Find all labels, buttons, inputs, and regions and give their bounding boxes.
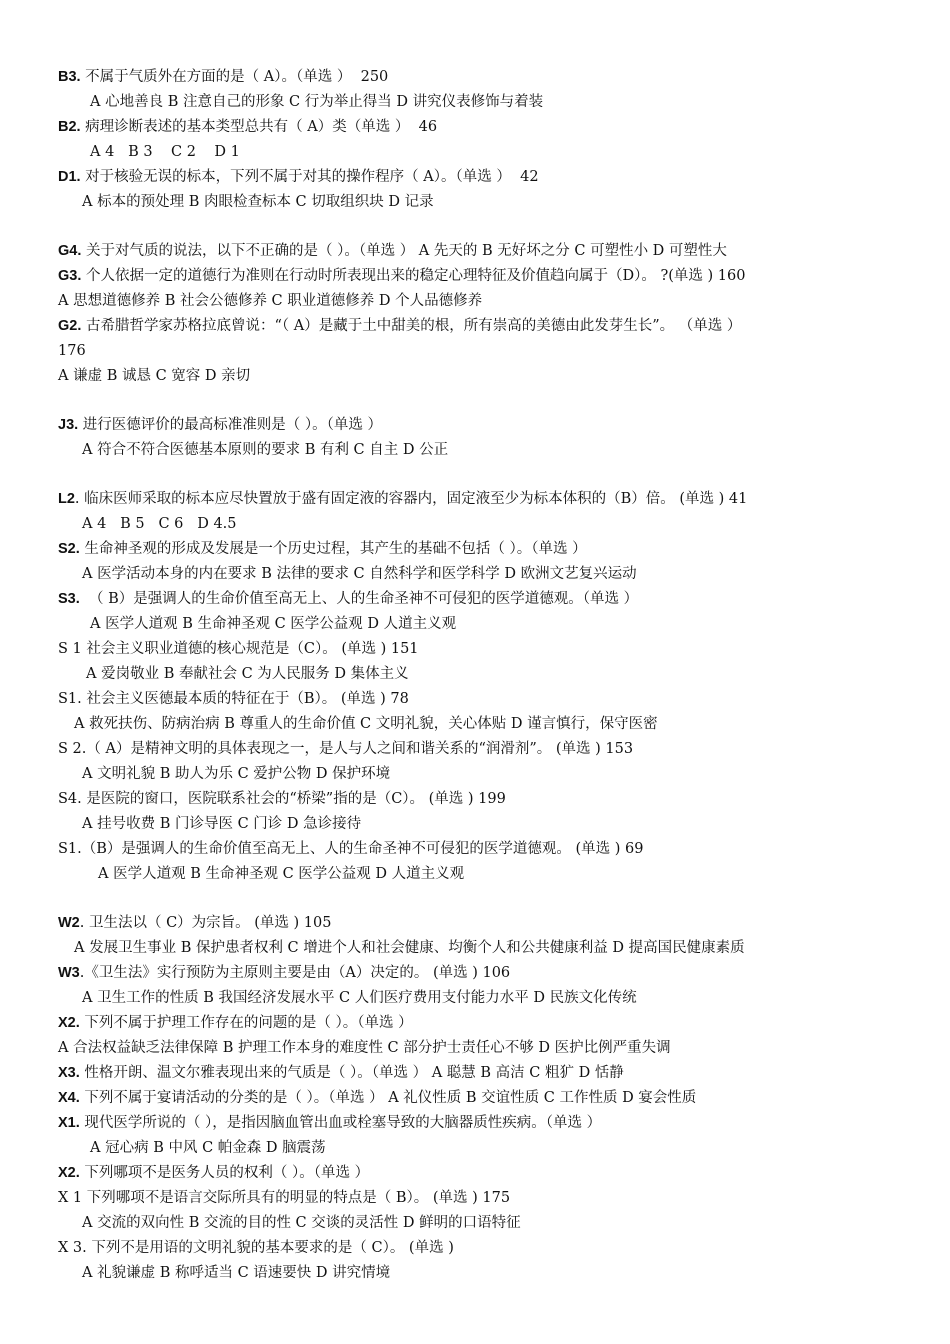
question-d1: D1. 对于核验无误的标本，下列不属于对其的操作程序（ A）。（单选 ） 42 [58, 169, 539, 185]
question-s4: S4. 是医院的窗口，医院联系社会的“桥梁”指的是（C）。 (单选 ) 199 [58, 791, 506, 807]
question-j3: J3. 进行医德评价的最高标准准则是（ ）。（单选 ） [58, 417, 382, 433]
options-j3: A 符合不符合医德基本原则的要求 B 有利 C 自主 D 公正 [82, 442, 449, 458]
question-b3: B3. 不属于气质外在方面的是（ A）。（单选 ） 250 [58, 69, 389, 85]
options-s1a: A 爱岗敬业 B 奉献社会 C 为人民服务 D 集体主义 [86, 666, 409, 682]
options-b2: A 4 B 3 C 2 D 1 [90, 144, 240, 160]
options-w2: A 发展卫生事业 B 保护患者权利 C 增进个人和社会健康、均衡个人和公共健康利益 D 提高国民健康素质 [74, 940, 745, 956]
options-s2b: A 文明礼貌 B 助人为乐 C 爱护公物 D 保护环境 [82, 766, 391, 782]
question-g2: G2. 古希腊哲学家苏格拉底曾说：“（ A）是藏于土中甜美的根，所有崇高的美德由此发芽生长”。 （单选 ） [58, 318, 742, 334]
question-s1a: S 1 社会主义职业道德的核心规范是（C）。 (单选 ) 151 [58, 641, 419, 657]
options-b3: A 心地善良 B 注意自己的形象 C 行为举止得当 D 讲究仪表修饰与着装 [90, 94, 544, 110]
question-s3: S3. （ B）是强调人的生命价值至高无上、人的生命圣神不可侵犯的医学道德观。（单选 ） [58, 591, 639, 607]
question-x3: X3. 性格开朗、温文尔雅表现出来的气质是（ ）。（单选 ） A 聪慧 B 高洁 C 粗犷 D 恬静 [58, 1065, 624, 1081]
question-l2: L2. 临床医师采取的标本应尽快置放于盛有固定液的容器内，固定液至少为标本体积的（B）倍。 (单选 ) 41 [58, 491, 748, 507]
question-b2: B2. 病理诊断表述的基本类型总共有（ A）类（单选 ） 46 [58, 119, 438, 135]
question-s1c: S1.（B）是强调人的生命价值至高无上、人的生命圣神不可侵犯的医学道德观。 (单选 ) 69 [58, 841, 644, 857]
options-s2: A 医学活动本身的内在要求 B 法律的要求 C 自然科学和医学科学 D 欧洲文艺复兴运动 [82, 566, 637, 582]
question-s1b: S1. 社会主义医德最本质的特征在于（B）。 (单选 ) 78 [58, 691, 409, 707]
question-s2: S2. 生命神圣观的形成及发展是一个历史过程，其产生的基础不包括（ ）。（单选 ） [58, 541, 587, 557]
question-g3: G3. 个人依据一定的道德行为准则在行动时所表现出来的稳定心理特征及价值趋向属于（D）。 ?(单选 ) 160 [58, 268, 746, 284]
question-g4: G4. 关于对气质的说法，以下不正确的是（ ）。（单选 ） A 先天的 B 无好坏之分 C 可塑性小 D 可塑性大 [58, 243, 727, 259]
question-w2: W2. 卫生法以（ C）为宗旨。 (单选 ) 105 [58, 915, 332, 931]
options-x1b: A 交流的双向性 B 交流的目的性 C 交谈的灵活性 D 鲜明的口语特征 [82, 1215, 521, 1231]
options-x2a: A 合法权益缺乏法律保障 B 护理工作本身的难度性 C 部分护士责任心不够 D 医护比例严重失调 [58, 1040, 671, 1056]
options-g3: A 思想道德修养 B 社会公德修养 C 职业道德修养 D 个人品德修养 [58, 293, 483, 309]
options-s3: A 医学人道观 B 生命神圣观 C 医学公益观 D 人道主义观 [90, 616, 457, 632]
page-ref-g2: 176 [58, 343, 86, 359]
options-l2: A 4 B 5 C 6 D 4.5 [82, 516, 237, 532]
options-s4: A 挂号收费 B 门诊导医 C 门诊 D 急诊接待 [82, 816, 362, 832]
question-x3b: X 3. 下列不是用语的文明礼貌的基本要求的是（ C）。 (单选 ) [58, 1240, 454, 1256]
options-s1b: A 救死扶伤、防病治病 B 尊重人的生命价值 C 文明礼貌，关心体贴 D 谨言慎行，保守医密 [74, 716, 658, 732]
options-w3: A 卫生工作的性质 B 我国经济发展水平 C 人们医疗费用支付能力水平 D 民族文化传统 [82, 990, 637, 1006]
question-x1: X1. 现代医学所说的（ ），是指因脑血管出血或栓塞导致的大脑器质性疾病。（单选 ） [58, 1115, 602, 1131]
question-x2a: X2. 下列不属于护理工作存在的问题的是（ ）。（单选 ） [58, 1015, 413, 1031]
question-x2b: X2. 下列哪项不是医务人员的权利（ ）。（单选 ） [58, 1165, 370, 1181]
question-w3: W3.《卫生法》实行预防为主原则主要是由（A）决定的。 (单选 ) 106 [58, 965, 511, 981]
options-x3b: A 礼貌谦虚 B 称呼适当 C 语速要快 D 讲究情境 [82, 1265, 391, 1281]
options-g2: A 谦虚 B 诚恳 C 宽容 D 亲切 [58, 368, 251, 384]
question-x4: X4. 下列不属于宴请活动的分类的是（ ）。（单选 ） A 礼仪性质 B 交谊性质 C 工作性质 D 宴会性质 [58, 1090, 697, 1106]
options-s1c: A 医学人道观 B 生命神圣观 C 医学公益观 D 人道主义观 [98, 866, 465, 882]
question-s2b: S 2.（ A）是精神文明的具体表现之一，是人与人之间和谐关系的“润滑剂”。 (单选 ) 153 [58, 741, 634, 757]
question-x1b: X 1 下列哪项不是语言交际所具有的明显的特点是（ B）。 (单选 ) 175 [58, 1190, 511, 1206]
options-d1: A 标本的预处理 B 肉眼检查标本 C 切取组织块 D 记录 [82, 194, 434, 210]
options-x1: A 冠心病 B 中风 C 帕金森 D 脑震荡 [90, 1140, 326, 1156]
